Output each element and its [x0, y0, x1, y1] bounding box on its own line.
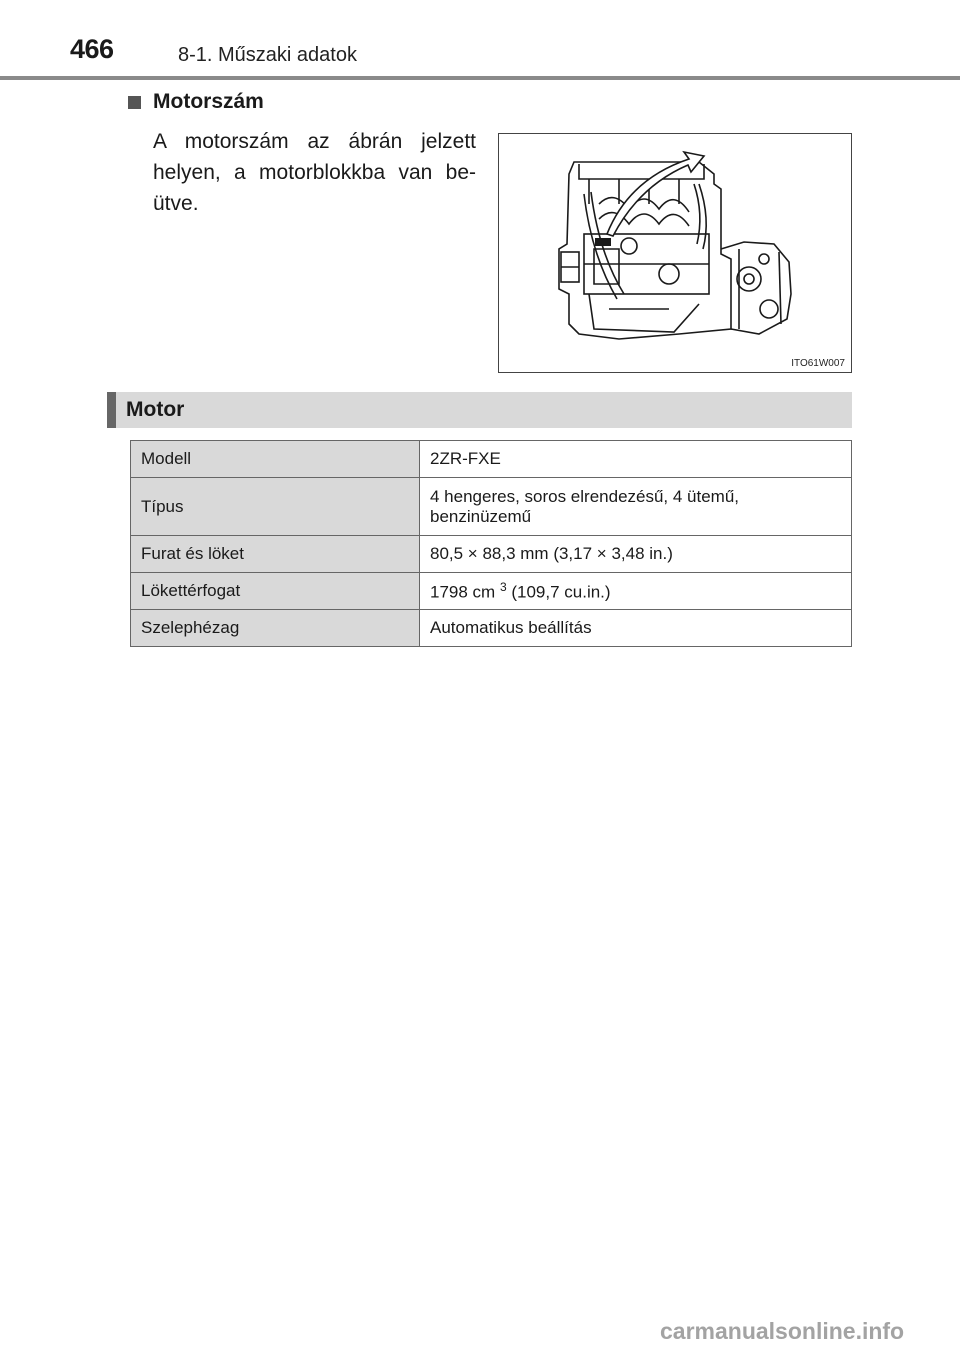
motor-section-title: Motor: [126, 398, 185, 421]
header-rule: [0, 76, 960, 80]
displacement-imperial: (109,7 cu.in.): [506, 582, 611, 602]
table-row: [131, 610, 852, 647]
chapter-title: 8-1. Műszaki adatok: [178, 44, 357, 66]
spec-key: Furat és löket: [131, 536, 420, 573]
spec-value: Automatikus beállítás: [420, 610, 852, 647]
engine-figure: [498, 133, 852, 373]
table-row: [131, 478, 852, 536]
spec-key: Lökettérfogat: [131, 573, 420, 610]
section-heading: [128, 90, 264, 114]
spec-key: Modell: [131, 441, 420, 478]
spec-key: Szelephézag: [131, 610, 420, 647]
displacement-value: 1798 cm: [430, 582, 496, 602]
spec-value: 80,5 × 88,3 mm (3,17 × 3,48 in.): [420, 536, 852, 573]
engine-illustration: [499, 134, 851, 372]
table-row: [131, 441, 852, 478]
engine-number-description: A motorszám az ábrán jelzett helyen, a motorblokkba van be-ütve.: [153, 130, 476, 215]
table-row: [131, 573, 852, 610]
spec-key: Típus: [131, 478, 420, 536]
motor-section-band: [107, 392, 852, 428]
spec-value: 4 hengeres, soros elrendezésű, 4 ütemű, benzinüzemű: [420, 478, 852, 536]
motor-spec-table: [130, 440, 852, 647]
page-number: 466: [70, 34, 114, 64]
table-row: [131, 536, 852, 573]
square-bullet-icon: [128, 96, 141, 109]
spec-value: 2ZR-FXE: [420, 441, 852, 478]
superscript-3: 3: [499, 579, 507, 594]
watermark: carmanualsonline.info: [660, 1318, 905, 1344]
figure-code: ITO61W007: [791, 358, 845, 369]
spec-value: [420, 573, 852, 610]
section-heading-text: Motorszám: [153, 90, 264, 113]
